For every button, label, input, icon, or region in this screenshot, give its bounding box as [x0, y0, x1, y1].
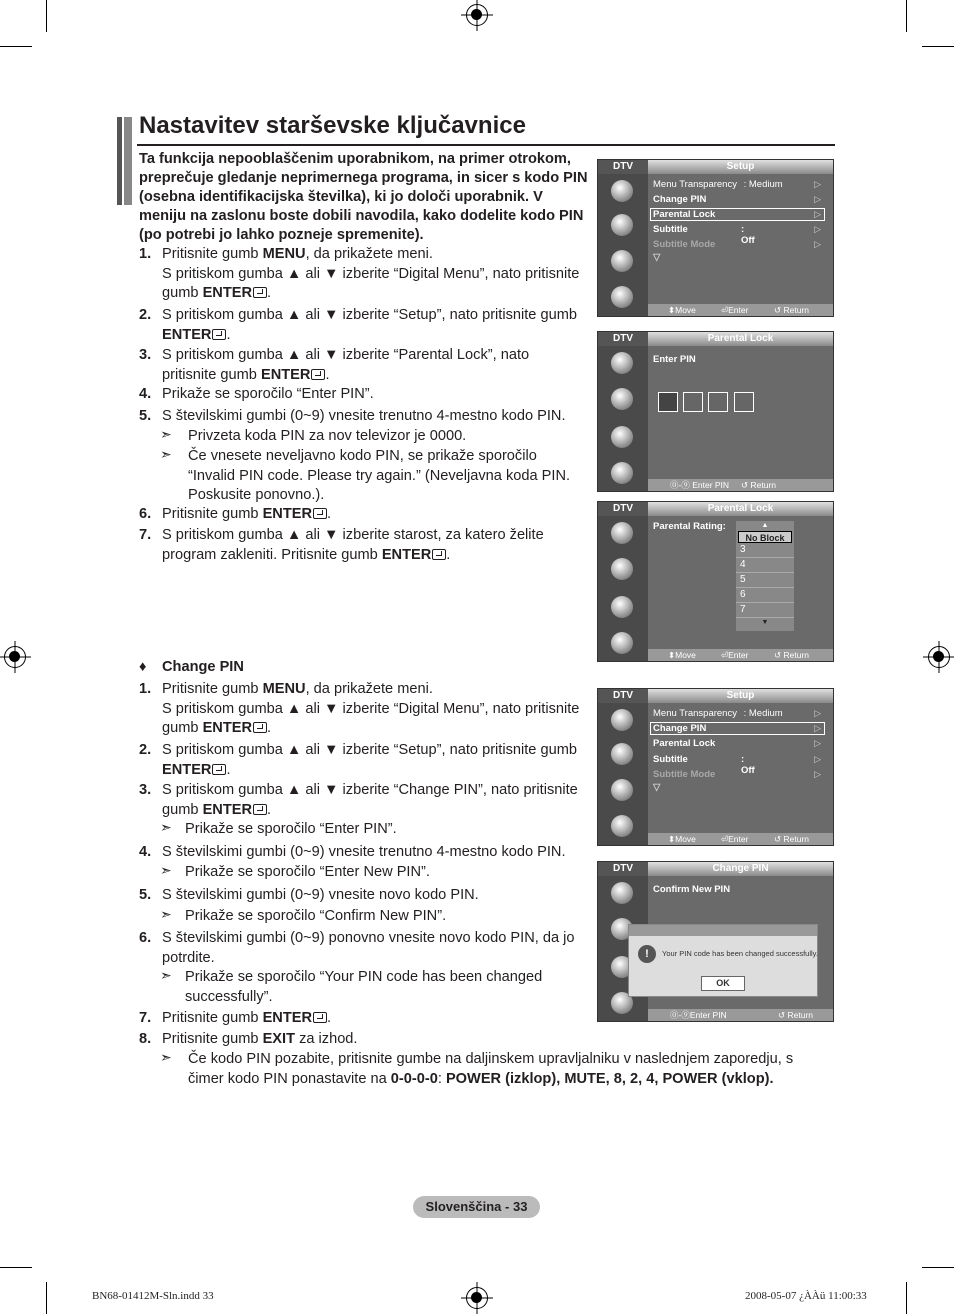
osd-header: Parental Lock [648, 502, 833, 516]
step-7: S pritiskom gumba ▲ ali ▼ izberite starost, za katero želite program zakleniti. Pritisnite gumb ENTER . [162, 527, 544, 563]
registration-mark-icon [4, 646, 26, 668]
osd-sidebar [598, 703, 648, 845]
osd-header: Setup [648, 689, 833, 703]
osd-label: Parental Rating: [653, 521, 726, 532]
intro-text: Ta funkcija nepooblaščenim uporabnikom, na primer otrokom, preprečuje gledanje neprimernega programa, in sicer s kodo PIN (osebna identifikacijska številka), ki jo določi uporabnik. V meniju na zaslonu boste dobili navodila, kako dodelite kodo PIN (po potrebi jo lahko pozneje spremenite). [139, 151, 588, 243]
osd-dtv-label: DTV [598, 160, 648, 174]
print-date: 2008-05-07 ¿ÀÀü 11:00:33 [745, 1290, 867, 1302]
osd-main [648, 703, 833, 833]
right-arrow-icon: ▷ [814, 179, 821, 189]
crop-mark [46, 1282, 47, 1314]
step-1: Pritisnite gumb MENU, da prikažete meni. S pritiskom gumba ▲ ali ▼ izberite “Digital Menu”, nato pritisnite gumb ENTER . [162, 246, 580, 302]
osd-header: Setup [648, 160, 833, 174]
step-6: S številskimi gumbi (0~9) ponovno vnesite novo kodo PIN, da jo potrdite. [162, 930, 575, 966]
crop-mark [906, 1282, 907, 1314]
input-icon [611, 815, 633, 837]
osd-dtv-label: DTV [598, 502, 648, 516]
note-arrow-icon: ➣ [160, 862, 172, 878]
osd-main [648, 174, 833, 304]
step-number: 4. [139, 844, 152, 860]
title-accent [117, 117, 122, 205]
step-number: 1. [139, 681, 152, 697]
osd-footer: ⬍Move ⏎Enter ↺ Return [648, 304, 833, 316]
crop-mark [906, 0, 907, 32]
down-arrow-icon: ▽ [653, 782, 661, 793]
section-heading: Change PIN [162, 659, 244, 675]
step-number: 6. [139, 506, 152, 522]
enter-icon [432, 549, 446, 560]
crop-mark [0, 1267, 32, 1268]
antenna-icon [611, 180, 633, 202]
step-4: Prikaže se sporočilo “Enter PIN”. [162, 386, 374, 402]
step-5: S številskimi gumbi (0~9) vnesite novo kodo PIN. [162, 887, 479, 903]
pin-box[interactable] [734, 392, 754, 412]
right-arrow-icon: ▷ [814, 708, 821, 718]
step-2: S pritiskom gumba ▲ ali ▼ izberite “Setup”, nato pritisnite gumb ENTER . [162, 742, 577, 778]
enter-icon [253, 722, 267, 733]
osd-sidebar [598, 346, 648, 491]
step-7: Pritisnite gumb ENTER . [162, 1010, 332, 1026]
right-arrow-icon: ▷ [814, 224, 821, 234]
step-number: 3. [139, 347, 152, 363]
osd-footer: ⓪-⑨Enter PIN ↺ Return [648, 1009, 833, 1021]
note: Prikaže se sporočilo “Enter New PIN”. [185, 864, 430, 880]
step-number: 3. [139, 782, 152, 798]
pin-box[interactable] [683, 392, 703, 412]
channel-icon [611, 388, 633, 410]
note: Prikaže se sporočilo “Confirm New PIN”. [185, 908, 447, 924]
note: Privzeta koda PIN za nov televizor je 0000. [188, 428, 467, 444]
step-8: Pritisnite gumb EXIT za izhod. [162, 1031, 358, 1047]
note: Če kodo PIN pozabite, pritisnite gumbe na daljinskem upravljalniku v naslednjem zaporedju, s čimer kodo PIN ponastavite na 0-0-0-0: POWER (izklop), MUTE, 8, 2, 4, POWER (vklop). [188, 1051, 794, 1087]
osd-sidebar [598, 516, 648, 661]
enter-icon [253, 804, 267, 815]
success-dialog [628, 924, 818, 997]
ok-button[interactable]: OK [701, 976, 745, 991]
step-number: 8. [139, 1031, 152, 1047]
step-3: S pritiskom gumba ▲ ali ▼ izberite “Parental Lock”, nato pritisnite gumb ENTER . [162, 347, 530, 383]
osd-sidebar [598, 174, 648, 316]
note-arrow-icon: ➣ [160, 446, 172, 462]
osd-main [648, 516, 833, 649]
enter-icon [313, 1012, 327, 1023]
osd-dtv-label: DTV [598, 862, 648, 876]
antenna-icon [611, 882, 633, 904]
step-6: Pritisnite gumb ENTER . [162, 506, 332, 522]
rating-list[interactable] [736, 521, 794, 631]
success-message: Your PIN code has been changed successfully. [662, 949, 818, 958]
channel-icon [611, 558, 633, 580]
rating-option[interactable]: 6 [736, 588, 794, 603]
step-number: 4. [139, 386, 152, 402]
osd-row[interactable]: Menu Transparency : Medium [653, 179, 783, 190]
note: Prikaže se sporočilo “Enter PIN”. [185, 821, 397, 837]
osd-footer: ⓪-⑨ Enter PIN ↺ Return [648, 479, 833, 491]
osd-main [648, 346, 833, 479]
step-5: S številskimi gumbi (0~9) vnesite trenutno 4-mestno kodo PIN. [162, 408, 566, 424]
enter-icon [212, 329, 226, 340]
dialog-titlebar [629, 925, 817, 936]
step-number: 6. [139, 930, 152, 946]
osd-parental-rating-screen [597, 501, 834, 662]
step-4: S številskimi gumbi (0~9) vnesite trenutno 4-mestno kodo PIN. [162, 844, 566, 860]
bullet: ♦ [139, 659, 147, 675]
note-arrow-icon: ➣ [160, 967, 172, 983]
step-3: S pritiskom gumba ▲ ali ▼ izberite “Change PIN”, nato pritisnite gumb ENTER . [162, 782, 578, 818]
osd-footer: ⬍Move ⏎Enter ↺ Return [648, 833, 833, 845]
down-arrow-icon: ▽ [653, 252, 661, 263]
osd-setup-screen [597, 159, 834, 317]
right-arrow-icon: ▷ [814, 723, 821, 733]
osd-row[interactable]: Parental Lock [653, 738, 716, 749]
down-arrow-icon: ▼ [761, 619, 769, 626]
antenna-icon [611, 522, 633, 544]
step-number: 5. [139, 887, 152, 903]
page-number-badge: Slovenščina - 33 [413, 1196, 540, 1218]
input-icon [611, 286, 633, 308]
step-number: 1. [139, 246, 152, 262]
input-icon [611, 462, 633, 484]
osd-label: Enter PIN [653, 354, 696, 365]
antenna-icon [611, 352, 633, 374]
crop-mark [922, 46, 954, 47]
rating-option[interactable]: 4 [736, 558, 794, 573]
osd-label: Confirm New PIN [653, 884, 731, 895]
osd-row[interactable]: Menu Transparency : Medium [653, 708, 783, 719]
channel-icon [611, 743, 633, 765]
osd-dtv-label: DTV [598, 332, 648, 346]
crop-mark [46, 0, 47, 32]
note-arrow-icon: ➣ [160, 1049, 172, 1065]
setup-gear-icon [611, 779, 633, 801]
note-arrow-icon: ➣ [160, 426, 172, 442]
setup-gear-icon [611, 250, 633, 272]
right-arrow-icon: ▷ [814, 209, 821, 219]
osd-row: Subtitle Mode [653, 769, 716, 780]
up-arrow-icon: ▲ [761, 522, 769, 529]
osd-row[interactable]: Change PIN [653, 723, 707, 734]
page-title: Nastavitev starševske ključavnice [139, 112, 526, 139]
osd-setup-change-pin-screen [597, 688, 834, 846]
right-arrow-icon: ▷ [814, 754, 821, 764]
osd-header: Parental Lock [648, 332, 833, 346]
right-arrow-icon: ▷ [814, 738, 821, 748]
input-icon [611, 632, 633, 654]
note-arrow-icon: ➣ [160, 819, 172, 835]
step-number: 2. [139, 307, 152, 323]
step-number: 7. [139, 1010, 152, 1026]
channel-icon [611, 214, 633, 236]
osd-row[interactable]: Subtitle : Off [653, 224, 755, 246]
registration-mark-icon [466, 4, 488, 26]
note-arrow-icon: ➣ [160, 906, 172, 922]
crop-mark [0, 46, 32, 47]
osd-header: Change PIN [648, 862, 833, 876]
osd-row[interactable]: Parental Lock [653, 209, 716, 220]
step-2: S pritiskom gumba ▲ ali ▼ izberite “Setup”, nato pritisnite gumb ENTER . [162, 307, 577, 343]
info-icon: ! [638, 945, 656, 963]
rating-option[interactable]: 5 [736, 573, 794, 588]
rating-option[interactable]: 3 [736, 543, 794, 558]
osd-row[interactable]: Change PIN [653, 194, 707, 205]
rating-option[interactable]: 7 [736, 603, 794, 618]
osd-row: Subtitle Mode [653, 239, 716, 250]
step-number: 7. [139, 527, 152, 543]
osd-row[interactable]: Subtitle : Off [653, 754, 755, 776]
note: Prikaže se sporočilo “Your PIN code has been changed successfully”. [185, 969, 543, 1005]
enter-icon [253, 287, 267, 298]
pin-box[interactable] [708, 392, 728, 412]
registration-mark-icon [928, 646, 950, 668]
title-accent [124, 117, 132, 205]
setup-gear-icon [611, 426, 633, 448]
rating-option[interactable]: No Block [738, 531, 792, 543]
right-arrow-icon: ▷ [814, 239, 821, 249]
enter-icon [311, 369, 325, 380]
right-arrow-icon: ▷ [814, 769, 821, 779]
step-1: Pritisnite gumb MENU, da prikažete meni. S pritiskom gumba ▲ ali ▼ izberite “Digital Menu”, nato pritisnite gumb ENTER . [162, 681, 580, 737]
step-number: 5. [139, 408, 152, 424]
crop-mark [922, 1267, 954, 1268]
setup-gear-icon [611, 596, 633, 618]
osd-enter-pin-screen [597, 331, 834, 492]
pin-box[interactable] [658, 392, 678, 412]
enter-icon [313, 508, 327, 519]
antenna-icon [611, 709, 633, 731]
osd-change-pin-success-screen [597, 861, 834, 1022]
osd-footer: ⬍Move ⏎Enter ↺ Return [648, 649, 833, 661]
osd-dtv-label: DTV [598, 689, 648, 703]
note: Če vnesete neveljavno kodo PIN, se prikaže sporočilo “Invalid PIN code. Please try again.” (Neveljavna koda PIN. Poskusite ponovno.). [188, 448, 571, 504]
file-info: BN68-01412M-Sln.indd 33 [92, 1290, 214, 1302]
right-arrow-icon: ▷ [814, 194, 821, 204]
enter-icon [212, 764, 226, 775]
title-rule [137, 144, 835, 146]
registration-mark-icon [466, 1287, 488, 1309]
step-number: 2. [139, 742, 152, 758]
